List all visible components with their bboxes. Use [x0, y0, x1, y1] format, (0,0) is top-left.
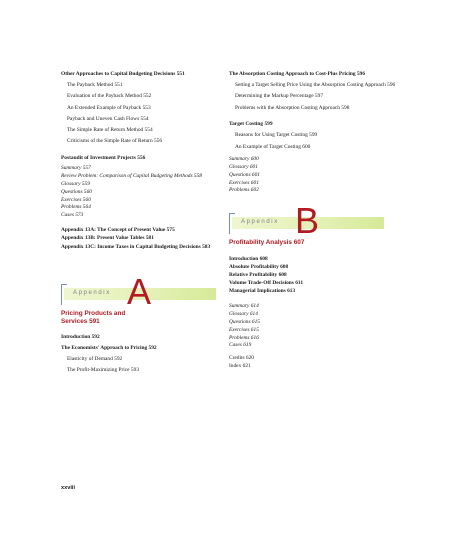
toc-heading: The Absorption Costing Approach to Cost-Plus Pricing 596: [229, 71, 366, 77]
toc-heading: Managerial Implications 613: [229, 287, 296, 294]
toc-subentry: The Simple Rate of Return Method 554: [67, 126, 153, 133]
toc-end-matter: Summary 600: [229, 156, 259, 163]
appendix-bracket: [229, 213, 235, 234]
toc-heading: Introduction 608: [229, 255, 268, 262]
toc-end-matter: Problems 602: [229, 187, 259, 194]
toc-subentry: Elasticity of Demand 592: [67, 356, 123, 363]
toc-subentry: Criticisms of the Simple Rate of Return 556: [67, 138, 163, 145]
toc-end-matter: Exercises 615: [229, 326, 259, 333]
toc-subentry: The Profit-Maximizing Price 593: [67, 367, 140, 374]
toc-heading: Introduction 592: [61, 334, 100, 341]
appendix-label: Appendix: [73, 289, 111, 296]
appendix-letter: A: [127, 270, 152, 312]
toc-appendix-entry: Appendix 13C: Income Taxes in Capital Budgeting Decisions 583: [61, 244, 211, 251]
toc-end-matter: Glossary 601: [229, 163, 258, 170]
appendix-bracket: [61, 284, 67, 305]
appendix-title: Pricing Products and Services 591: [61, 309, 126, 326]
toc-end-matter: Review Problem: Comparison of Capital Budgeting Methods 558: [61, 173, 202, 180]
toc-heading: Volume Trade-Off Decisions 611: [229, 279, 304, 286]
toc-heading: Relative Profitability 608: [229, 271, 287, 278]
toc-subentry: Determining the Markup Percentage 597: [235, 93, 324, 100]
toc-appendix-entry: Appendix 13B: Present Value Tables 581: [61, 235, 154, 242]
toc-end-matter: Problems 616: [229, 334, 259, 341]
toc-subentry: The Payback Method 551: [67, 82, 123, 89]
toc-heading: The Economists' Approach to Pricing 592: [61, 345, 157, 352]
page-number: xxviii: [61, 485, 75, 491]
toc-heading: Postaudit of Investment Projects 556: [61, 154, 146, 161]
toc-right-column: [229, 68, 409, 370]
toc-credits: Credits 620: [229, 355, 255, 362]
toc-subentry: An Example of Target Costing 600: [235, 143, 311, 150]
toc-subentry: An Extended Example of Payback 553: [67, 104, 151, 111]
toc-left-column: [61, 68, 236, 375]
toc-end-matter: Problems 564: [61, 204, 91, 211]
toc-end-matter: Questions 615: [229, 319, 260, 326]
toc-end-matter: Questions 601: [229, 171, 260, 178]
toc-appendix-entry: Appendix 13A: The Concept of Present Value 575: [61, 226, 175, 233]
appendix-letter: B: [295, 200, 320, 242]
appendix-title: Profitability Analysis 607: [229, 239, 305, 247]
toc-end-matter: Exercises 601: [229, 179, 259, 186]
toc-subentry: Evaluation of the Payback Method 552: [67, 93, 152, 100]
toc-end-matter: Cases 573: [61, 212, 84, 219]
appendix-a-banner: [61, 270, 236, 312]
toc-end-matter: Cases 619: [229, 342, 252, 349]
toc-subentry: Problems with the Absorption Costing Approach 598: [235, 104, 350, 111]
toc-end-matter: Summary 557: [61, 165, 91, 172]
toc-subentry: Payback and Uneven Cash Flows 554: [67, 115, 149, 122]
toc-heading: Absolute Profitability 608: [229, 263, 289, 270]
toc-heading: Target Costing 599: [229, 121, 273, 128]
toc-end-matter: Exercises 560: [61, 196, 91, 203]
toc-subentry: Setting a Target Selling Price Using the Absorption Costing Approach 596: [235, 82, 396, 89]
toc-subentry: Reasons for Using Target Costing 599: [235, 132, 318, 139]
toc-end-matter: Questions 560: [61, 188, 92, 195]
appendix-label: Appendix: [241, 219, 279, 226]
toc-end-matter: Glossary 614: [229, 311, 258, 318]
toc-index: Index 621: [229, 362, 251, 369]
appendix-b-banner: [229, 200, 409, 242]
toc-end-matter: Glossary 559: [61, 180, 90, 187]
toc-heading: Other Approaches to Capital Budgeting Decisions 551: [61, 71, 185, 77]
toc-end-matter: Summary 614: [229, 303, 259, 310]
